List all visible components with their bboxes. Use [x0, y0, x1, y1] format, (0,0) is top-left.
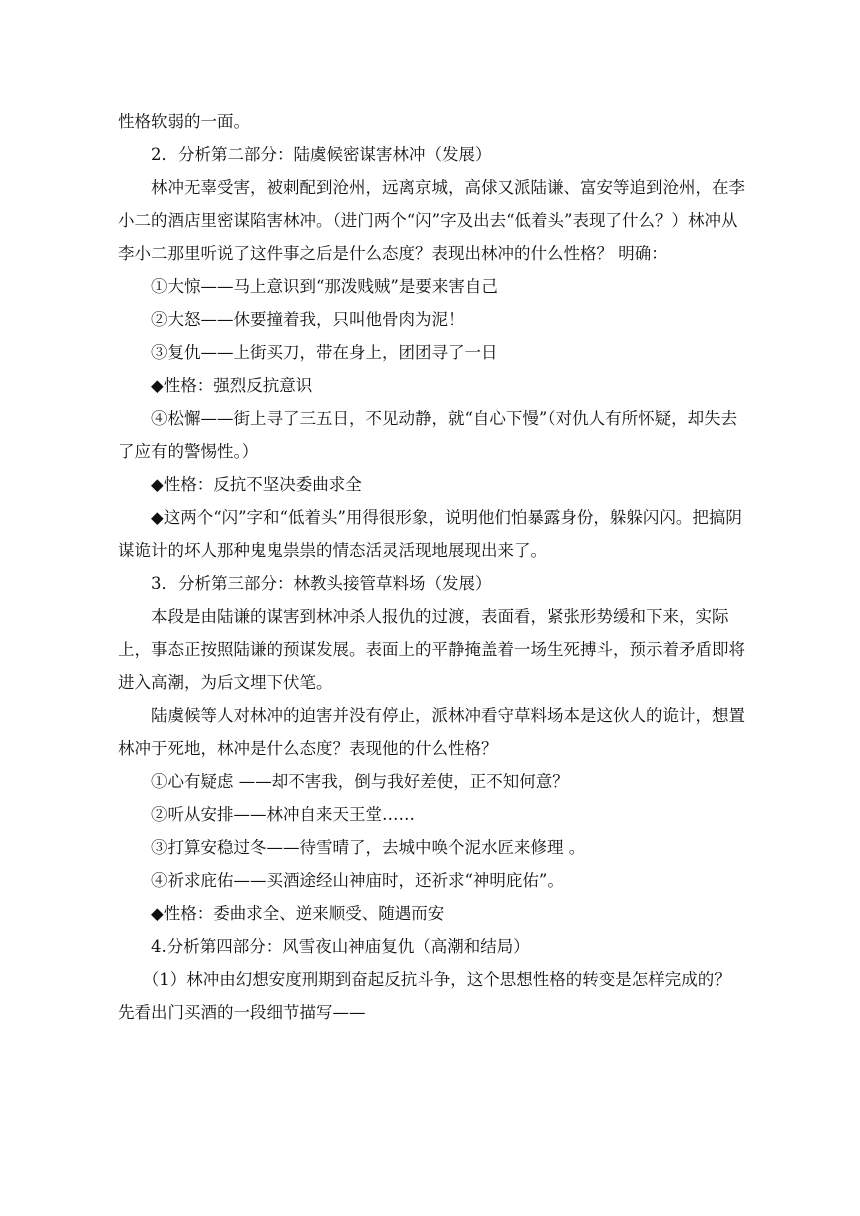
bullet-item: ◆性格：委曲求全、逆来顺受、随遇而安: [151, 904, 445, 923]
section-heading: 3．分析第三部分：林教头接管草料场（发展）: [151, 574, 492, 593]
paragraph: 林冲无辜受害，被刺配到沧州，远离京城，高俅又派陆谦、富安等追到沧州，在李小二的酒店里密谋陷害林冲。（进门两个“闪”字及出去“低着头”表现了什么？）林冲从李小二那里听说了这件事之后是什么态度？表现出林冲的什么性格？ 明确：: [118, 178, 745, 263]
list-item: ③打算安稳过冬——待雪晴了，去城中唤个泥水匠来修理 。: [151, 838, 586, 857]
paragraph: 性格软弱的一面。: [118, 112, 250, 131]
list-item: ②听从安排——林冲自来天王堂……: [151, 805, 415, 824]
list-item: ①大惊——马上意识到“那泼贱贼”是要来害自己: [151, 277, 498, 296]
list-item: ④祈求庇佑——买酒途经山神庙时，还祈求“神明庇佑”。: [151, 871, 564, 890]
document-body: [118, 105, 746, 1029]
bullet-item: ◆性格：反抗不坚决委曲求全: [151, 475, 362, 494]
paragraph: 陆虞候等人对林冲的迫害并没有停止，派林冲看守草料场本是这伙人的诡计，想置林冲于死地，林冲是什么态度？表现他的什么性格？: [118, 706, 745, 758]
bullet-item: ◆这两个“闪”字和“低着头”用得很形象，说明他们怕暴露身份，躲躲闪闪。把搞阴谋诡计的坏人那种鬼鬼祟祟的情态活灵活现地展现出来了。: [118, 508, 742, 560]
list-item: ②大怒——休要撞着我，只叫他骨肉为泥！: [151, 310, 465, 329]
bullet-item: ◆性格：强烈反抗意识: [151, 376, 313, 395]
section-heading: 2．分析第二部分：陆虞候密谋害林冲（发展）: [151, 145, 492, 164]
paragraph: 本段是由陆谦的谋害到林冲杀人报仇的过渡，表面看，紧张形势缓和下来，实际上，事态正按照陆谦的预谋发展。表面上的平静掩盖着一场生死搏斗，预示着矛盾即将进入高潮，为后文埋下伏笔。: [118, 607, 745, 692]
list-item: ③复仇——上街买刀，带在身上，团团寻了一日: [151, 343, 498, 362]
list-item: ④松懈——街上寻了三五日，不见动静，就“自心下慢”（对仇人有所怀疑，却失去了应有的警惕性。）: [118, 409, 738, 461]
list-item: ①心有疑虑 ——却不害我，倒与我好差使，正不知何意？: [151, 772, 569, 791]
paragraph: （1）林冲由幻想安度刑期到奋起反抗斗争，这个思想性格的转变是怎样完成的？先看出门买酒的一段细节描写——: [118, 970, 731, 1022]
section-heading: 4.分析第四部分：风雪夜山神庙复仇（高潮和结局）: [151, 937, 530, 956]
